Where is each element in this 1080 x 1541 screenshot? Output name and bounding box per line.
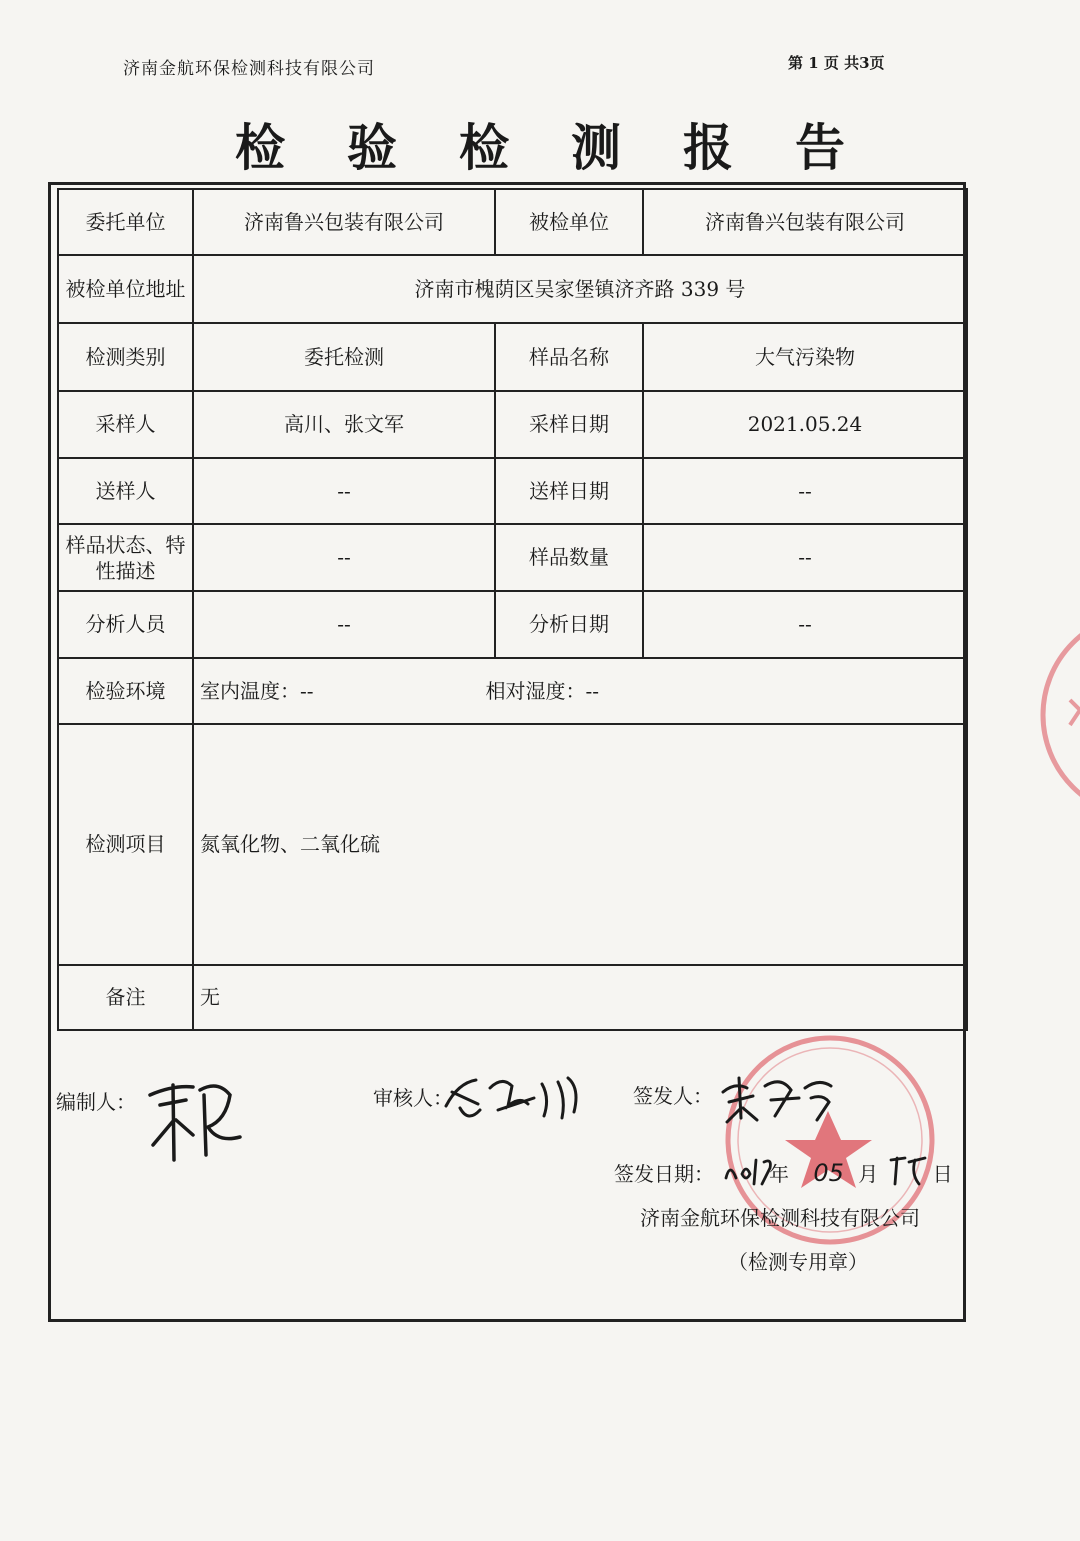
seal-note: （检测专用章）	[728, 1250, 868, 1274]
analyst-value: --	[193, 591, 495, 658]
table-row	[58, 255, 967, 323]
client-label: 委托单位	[58, 189, 193, 255]
items-value: 氮氧化物、二氧化硫	[193, 724, 967, 965]
day-handwriting-mark	[885, 1150, 931, 1190]
indoor-temperature: 室内温度：--	[200, 678, 314, 703]
table-row	[58, 323, 967, 391]
table-row	[58, 458, 967, 524]
table-row	[58, 524, 967, 591]
sample-count-value: --	[643, 524, 967, 591]
month-suffix: 月	[858, 1162, 879, 1186]
sender-label: 送样人	[58, 458, 193, 524]
report-table	[57, 188, 968, 1031]
sender-value: --	[193, 458, 495, 524]
send-date-value: --	[643, 458, 967, 524]
header-company: 济南金航环保检测科技有限公司	[123, 59, 375, 79]
compiler-signature	[138, 1065, 248, 1165]
reviewer-signature	[438, 1068, 588, 1128]
table-row	[58, 189, 967, 255]
sample-name-value: 大气污染物	[643, 323, 967, 391]
table-row	[58, 391, 967, 458]
analysis-date-label: 分析日期	[495, 591, 643, 658]
sampler-label: 采样人	[58, 391, 193, 458]
analysis-date-value: --	[643, 591, 967, 658]
inspected-label: 被检单位	[495, 189, 643, 255]
month-handwritten: 05	[813, 1159, 844, 1187]
sample-state-label: 样品状态、特性描述	[58, 524, 193, 591]
table-row	[58, 965, 967, 1030]
report-title: 检验检测报告	[235, 118, 907, 177]
client-value: 济南鲁兴包装有限公司	[193, 189, 495, 255]
page-indicator: 第 1 页 共3页	[788, 54, 885, 72]
issuer-signature	[715, 1068, 845, 1128]
environment-label: 检验环境	[58, 658, 193, 724]
sample-count-label: 样品数量	[495, 524, 643, 591]
sampling-date-label: 采样日期	[495, 391, 643, 458]
sample-state-value: --	[193, 524, 495, 591]
address-value: 济南市槐荫区吴家堡镇济齐路 339 号	[193, 255, 967, 323]
reviewer-label: 审核人：	[373, 1086, 453, 1110]
edge-seal-stamp	[1030, 600, 1080, 830]
environment-value	[193, 658, 967, 724]
sampler-value: 高川、张文军	[193, 391, 495, 458]
year-handwriting-mark	[722, 1152, 780, 1188]
table-row	[58, 591, 967, 658]
table-row	[58, 658, 967, 724]
sample-name-label: 样品名称	[495, 323, 643, 391]
test-type-value: 委托检测	[193, 323, 495, 391]
send-date-label: 送样日期	[495, 458, 643, 524]
footer-company: 济南金航环保检测科技有限公司	[640, 1206, 920, 1230]
remarks-label: 备注	[58, 965, 193, 1030]
day-suffix: 日	[932, 1162, 953, 1186]
issuer-label: 签发人：	[633, 1084, 713, 1108]
analyst-label: 分析人员	[58, 591, 193, 658]
inspected-value: 济南鲁兴包装有限公司	[643, 189, 967, 255]
items-label: 检测项目	[58, 724, 193, 965]
address-label: 被检单位地址	[58, 255, 193, 323]
year-suffix: 年	[769, 1162, 789, 1186]
sampling-date-value: 2021.05.24	[643, 391, 967, 458]
compiler-label: 编制人：	[56, 1090, 136, 1114]
remarks-value: 无	[193, 965, 967, 1030]
relative-humidity: 相对湿度：--	[485, 678, 600, 703]
issue-date-label: 签发日期：	[614, 1162, 714, 1186]
table-row	[58, 724, 967, 965]
test-type-label: 检测类别	[58, 323, 193, 391]
